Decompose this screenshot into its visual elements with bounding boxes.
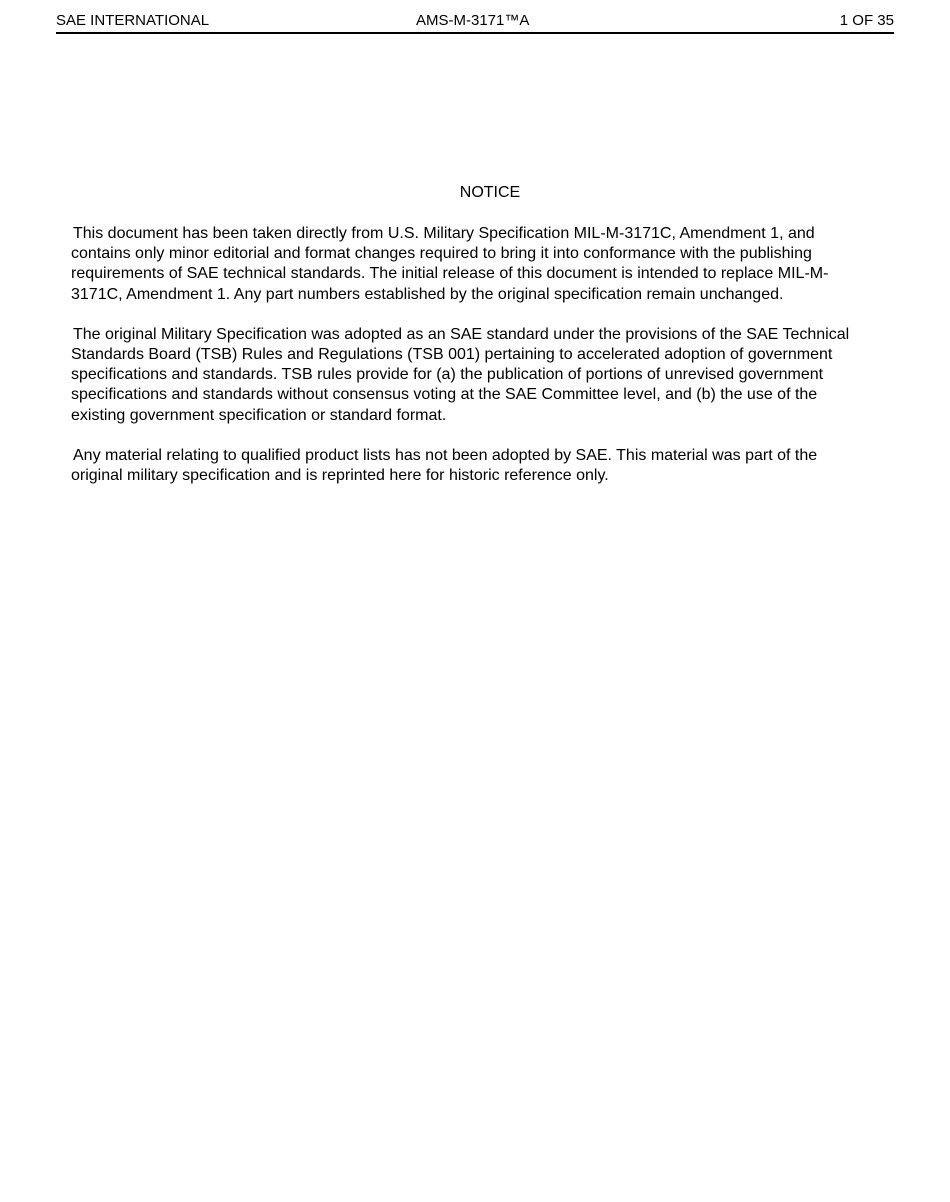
- notice-paragraph-2: The original Military Specification was adopted as an SAE standard under the provisions of the SAE Technical Standards Board (TSB) Rules and Regulations (TSB 001) pertaining to accelerated adoption of government specifications and standards. TSB rules provide for (a) the publication of portions of unrevised government specifications and standards without consensus voting at the SAE Committee level, and (b) the use of the existing government specification or standard format.: [71, 325, 850, 424]
- header-document-number: AMS-M-3171™A: [416, 12, 530, 29]
- notice-paragraph-3: Any material relating to qualified product lists has not been adopted by SAE. This material was part of the original military specification and is reprinted here for historic reference only.: [71, 446, 818, 485]
- notice-paragraph-1: This document has been taken directly from U.S. Military Specification MIL-M-3171C, Amendment 1, and contains only minor editorial and format changes required to bring it into conformance with the publishing requirements of SAE technical standards. The initial release of this document is intended to replace MIL-M-3171C, Amendment 1. Any part numbers established by the original specification remain unchanged.: [71, 225, 829, 303]
- notice-body: [71, 224, 871, 506]
- header-page-number: 1 OF 35: [839, 12, 894, 29]
- page-header: [56, 10, 894, 34]
- notice-title: NOTICE: [459, 184, 521, 201]
- header-organization: SAE INTERNATIONAL: [56, 12, 210, 29]
